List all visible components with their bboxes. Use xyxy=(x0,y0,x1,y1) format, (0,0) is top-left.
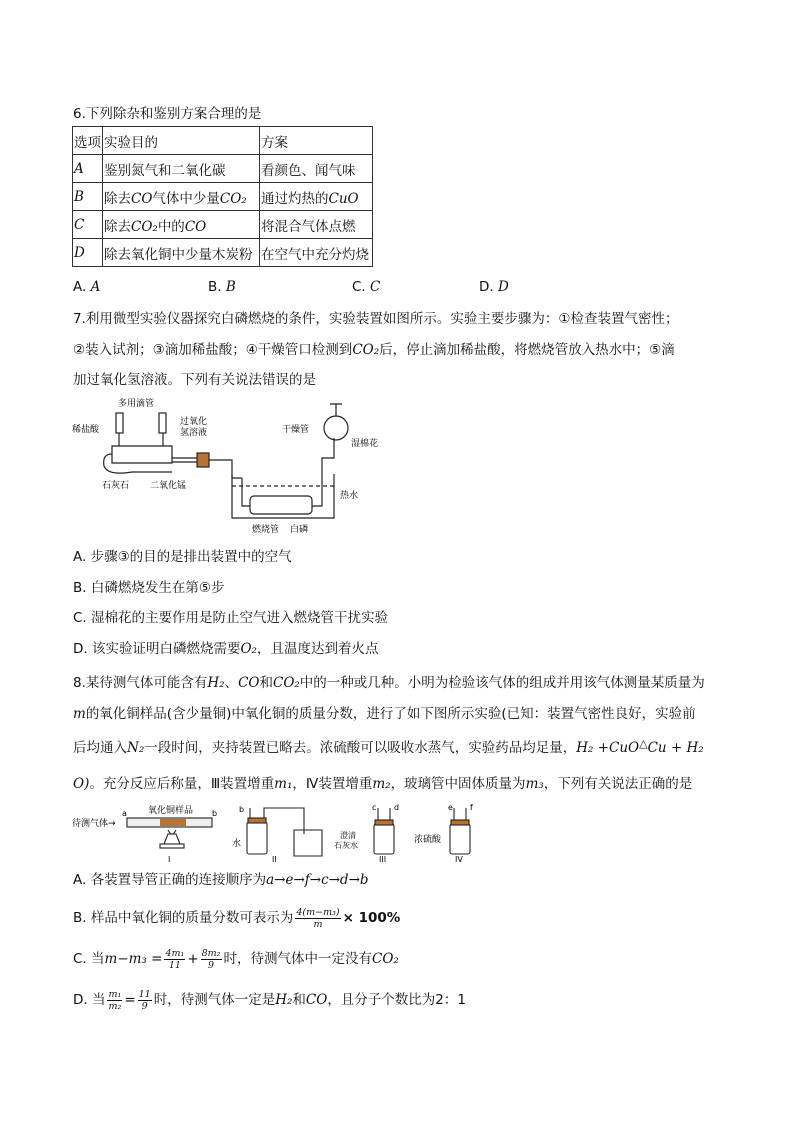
row-option: A xyxy=(73,155,103,183)
q7-option-a[interactable]: A. 步骤③的目的是排出装置中的空气 xyxy=(73,549,292,565)
row-goal: 除去CO气体中少量CO₂ xyxy=(103,183,260,211)
label-dry-tube: 干燥管 xyxy=(282,425,310,435)
table-row xyxy=(73,211,373,239)
label-b-i: b xyxy=(212,809,218,818)
label-c: c xyxy=(372,803,377,812)
label-roman-i: I xyxy=(168,855,171,864)
label-sample: 氧化铜样品 xyxy=(148,806,194,816)
q8-apparatus-figure xyxy=(72,804,472,864)
label-h2so4: 浓硫酸 xyxy=(414,835,442,845)
label-roman-iii: III xyxy=(379,855,387,864)
q8-line1: 8.某待测气体可能含有H₂、CO和CO₂中的一种或几种。小明为检验该气体的组成并用该气体测量某质量为 xyxy=(73,675,705,691)
choice-b[interactable]: B. B xyxy=(208,279,236,295)
label-e: e xyxy=(448,803,453,812)
choice-a[interactable]: A. A xyxy=(73,279,101,295)
table-header-row xyxy=(73,127,373,155)
label-b: b xyxy=(239,805,245,814)
label-f: f xyxy=(470,803,473,812)
q8-option-a[interactable]: A. 各装置导管正确的连接顺序为a→e→f→c→d→b xyxy=(73,872,369,888)
choice-c[interactable]: C. C xyxy=(352,279,381,295)
q7-option-d[interactable]: D. 该实验证明白磷燃烧需要O₂，且温度达到着火点 xyxy=(73,641,379,657)
label-mno2: 二氧化锰 xyxy=(150,481,187,491)
choice-d[interactable]: D. D xyxy=(479,279,509,295)
header-plan: 方案 xyxy=(260,127,373,155)
label-wet-cotton: 湿棉花 xyxy=(351,439,379,449)
label-limewater-a: 澄清 xyxy=(340,831,356,840)
heat-triangle-icon: △ xyxy=(639,737,648,750)
q7-line3: 加过氧化氢溶液。下列有关说法错误的是 xyxy=(73,372,316,388)
label-h2o2-a: 过氧化 xyxy=(180,417,208,427)
q8-option-b[interactable]: B. 样品中氧化铜的质量分数可表示为 $\frac{\text{4(m−m₃)}}{m}$ × 100% xyxy=(73,906,401,930)
row-goal: 鉴别氮气和二氧化碳 xyxy=(103,155,260,183)
label-burn-tube: 燃烧管 xyxy=(252,525,280,535)
row-plan: 将混合气体点燃 xyxy=(260,211,373,239)
row-option: C xyxy=(73,211,103,239)
q8-option-d[interactable]: D. 当 $\frac{\text{m₁}}{\text{m₂}}$ = $\frac{11}{9}$ 时，待测气体一定是H₂和CO，且分子个数比为2：1 xyxy=(73,988,466,1012)
row-goal: 除去CO₂中的CO xyxy=(103,211,260,239)
table-row xyxy=(73,183,373,211)
q8-line4: O)。充分反应后称量，Ⅲ装置增重m₁，Ⅳ装置增重m₂，玻璃管中固体质量为m₃，下列有关说法正确的是 xyxy=(73,776,693,792)
label-a: a xyxy=(122,809,127,818)
row-plan: 通过灼热的CuO xyxy=(260,183,373,211)
row-option: D xyxy=(73,239,103,267)
label-roman-iv: IV xyxy=(455,855,463,864)
q6-stem: 6.下列除杂和鉴别方案合理的是 xyxy=(73,106,262,122)
row-goal: 除去氧化铜中少量木炭粉 xyxy=(103,239,260,267)
row-option: B xyxy=(73,183,103,211)
label-h2o2-b: 氢溶液 xyxy=(180,428,208,438)
label-d: d xyxy=(394,803,400,812)
q7-option-b[interactable]: B. 白磷燃烧发生在第⑤步 xyxy=(73,580,225,596)
label-roman-ii: II xyxy=(272,855,277,864)
label-hcl: 稀盐酸 xyxy=(72,425,100,435)
header-option: 选项 xyxy=(73,127,103,155)
q7-apparatus-figure xyxy=(72,398,379,540)
label-water: 水 xyxy=(232,839,242,849)
label-limestone: 石灰石 xyxy=(102,481,130,491)
table-row xyxy=(73,239,373,267)
q7-line1: 7.利用微型实验仪器探究白磷燃烧的条件，实验装置如图所示。实验主要步骤为：①检查装置气密性； xyxy=(73,311,679,327)
q8-option-c[interactable]: C. 当m−m₃ = $\frac{\text{4m₁}}{11}$ + $\frac{\text{8m₂}}{9}$ 时，待测气体中一定没有CO₂ xyxy=(73,947,399,971)
header-goal: 实验目的 xyxy=(103,127,260,155)
row-plan: 看颜色、闻气味 xyxy=(260,155,373,183)
q8-line3: 后均通入N₂一段时间，夹持装置已略去。浓硫酸可以吸收水蒸气，实验药品均足量，H₂ +CuO△Cu + H₂ xyxy=(73,737,704,756)
row-plan: 在空气中充分灼烧 xyxy=(260,239,373,267)
q8-line2: m的氧化铜样品(含少量铜)中氧化铜的质量分数，进行了如下图所示实验(已知：装置气密性良好，实验前 xyxy=(73,706,696,722)
q7-option-c[interactable]: C. 湿棉花的主要作用是防止空气进入燃烧管干扰实验 xyxy=(73,610,389,626)
q6-table xyxy=(72,126,373,267)
label-limewater-b: 石灰水 xyxy=(334,841,358,850)
label-hot-water: 热水 xyxy=(340,491,359,501)
label-dropper: 多用滴管 xyxy=(118,399,155,409)
table-row xyxy=(73,155,373,183)
label-white-p: 白磷 xyxy=(290,525,309,535)
q7-line2: ②装入试剂；③滴加稀盐酸；④干燥管口检测到CO₂后，停止滴加稀盐酸，将燃烧管放入热水中；⑤滴 xyxy=(73,342,675,358)
label-gas: 待测气体→ xyxy=(72,819,116,829)
